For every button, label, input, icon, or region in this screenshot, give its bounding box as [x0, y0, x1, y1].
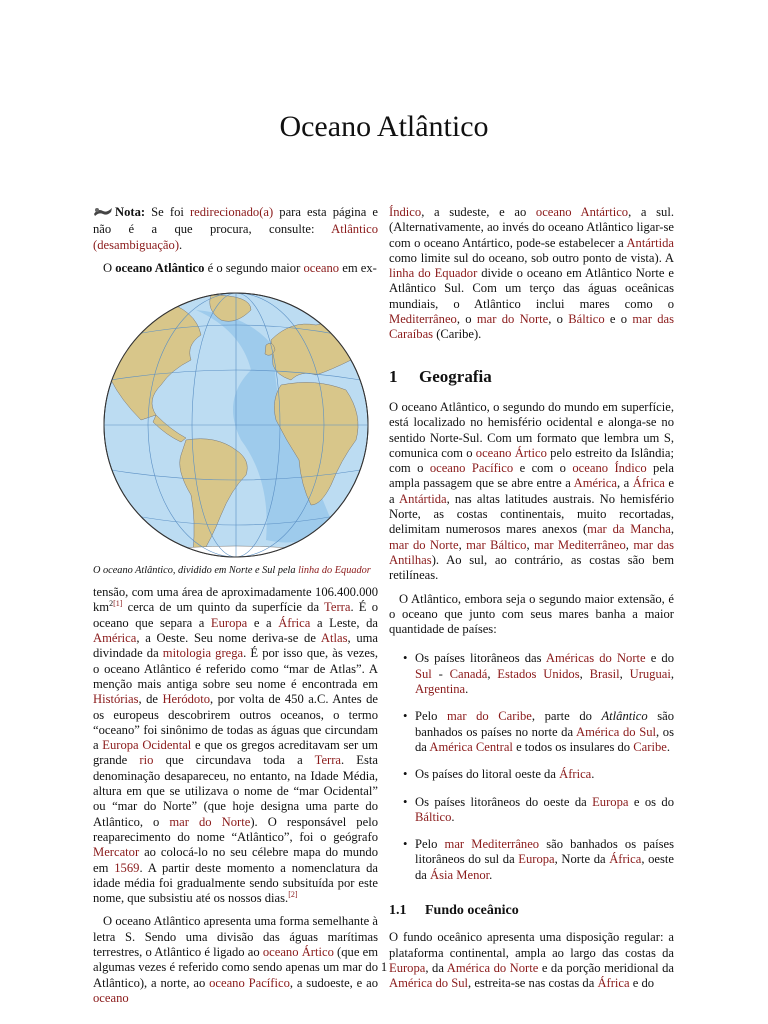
link-estados-unidos[interactable]: Estados Unidos: [497, 666, 580, 681]
ref-1[interactable]: [1]: [113, 599, 123, 609]
link-africa[interactable]: África: [597, 976, 630, 991]
link-antartida[interactable]: Antártida: [626, 235, 674, 250]
link-historias[interactable]: Histórias: [93, 692, 139, 707]
link-europa-ocidental[interactable]: Europa Ocidental: [102, 738, 192, 753]
link-rio[interactable]: rio: [139, 753, 154, 768]
link-oceano-indico[interactable]: oceano Índico: [572, 461, 647, 476]
link-atlantico-desambiguacao[interactable]: Atlântico (desambiguação): [93, 222, 378, 252]
ref-2[interactable]: [2]: [288, 889, 298, 899]
link-mar-do-norte[interactable]: mar do Norte: [169, 814, 251, 829]
link-mar-do-norte[interactable]: mar do Norte: [476, 312, 549, 327]
link-linha-equador[interactable]: linha do Equador: [389, 266, 478, 281]
link-uruguai[interactable]: Uruguai: [629, 666, 671, 681]
link-mar-das-antilhas[interactable]: mar das Antilhas: [389, 537, 675, 567]
body-paragraph: O Atlântico, embora seja o segundo maior extensão, é o oceano que junto com seus mares banha a maior quantidade de países:: [389, 591, 674, 637]
link-oceano-artico[interactable]: oceano Ártico: [262, 945, 334, 960]
link-oceano[interactable]: oceano: [93, 990, 129, 1005]
body-paragraph: O fundo oceânico apresenta uma disposição regular: a plataforma continental, ampla ao largo das costas da Europa, da América do Norte e da porção meridional da América do Sul, estreita-se nas costas da África e do: [389, 930, 675, 991]
link-redirecionado[interactable]: redirecionado(a): [189, 205, 274, 219]
left-column: [93, 205, 378, 1014]
link-mitologia-grega[interactable]: mitologia grega: [162, 646, 244, 661]
link-america-do-sul[interactable]: América do Sul: [576, 724, 657, 739]
link-terra[interactable]: Terra: [324, 600, 351, 615]
body-paragraph: tensão, com uma área de aproximadamente 106.400.000 $km^{2[1]}$ cerca de um quinto da superfície da Terra. É o oceano que separa a Europa e a África a Leste, da América, a Oeste. Seu nome deriva-se de Atlas, uma divindade da mitologia grega. É por isso que, às vezes, o oceano Atlântico é referido como “mar de Atlas”. A menção mais antiga sobre seu nome é encontrada em Histórias, de Heródoto, por volta de 450 a.C. Antes de os europeus descobrirem outros oceanos, o termo “oceano” foi sinônimo de todas as águas que circundam a Europa Ocidental e que os gregos acreditavam ser um grande rio que circundava toda a Terra. Esta denominação desapareceu, no entanto, na Idade Média, altura em que se utilizava o nome de “mar Ocidental” ou “mar do Norte” (que hoje designa uma parte do Atlântico, o mar do Norte). O responsável pelo reaparecimento do nome “Atlântico”, foi o geógrafo Mercator ao colocá-lo no seu célebre mapa do mundo em 1569. A partir deste momento a nomenclatura da idade média foi gradualmente sendo subsituída por este nome, que subsistiu até os nossos dias.[2]: [93, 585, 379, 906]
intro-paragraph: O oceano Atlântico é o segundo maior oceano em ex-: [103, 260, 377, 275]
atlantic-globe-map: [101, 290, 371, 560]
link-americas-do-norte[interactable]: Américas do Norte: [545, 651, 646, 666]
body-paragraph: O oceano Atlântico apresenta uma forma semelhante à letra S. Sendo uma divisão das águas marítimas terrestres, o Atlântico é ligado ao oceano Ártico (que em algumas vezes é referido como sendo apenas um mar do Atlântico), a norte, ao oceano Pacífico, a sudoeste, e ao oceano: [93, 914, 379, 1005]
disambiguation-note: [93, 205, 378, 253]
page-title: Oceano Atlântico: [279, 110, 489, 143]
link-europa[interactable]: Europa: [210, 615, 248, 630]
link-mediterraneo[interactable]: Mediterrâneo: [389, 312, 457, 327]
page-number: 1: [380, 960, 388, 974]
note-text: para esta página e não é a que procura, consulte:: [93, 205, 378, 237]
body-paragraph: Índico, a sudeste, e ao oceano Antártico, a sul. (Alternativamente, ao invés do oceano Atlântico ligar-se com o oceano Antártico, pode-se estabelecer a Antártida como limite sul do oceano, sob outro ponto de vista). A linha do Equador divide o oceano em Atlântico Norte e Atlântico Sul. Com um terço das águas oceânicas mundiais, o Atlântico inclui mares como o Mediterrâneo, o mar do Norte, o Báltico e o mar das Caraíbas (Caribe).: [389, 205, 674, 342]
section-heading-geografia: 1 Geografia: [389, 366, 492, 386]
link-indico[interactable]: Índico: [389, 205, 422, 219]
link-africa[interactable]: África: [278, 615, 311, 630]
link-linha-equador[interactable]: linha do Equador: [298, 565, 371, 577]
link-africa[interactable]: África: [559, 767, 592, 782]
list-item: • Os países litorâneos das Américas do Norte e do Sul - Canadá, Estados Unidos, Brasil, Uruguai, Argentina.: [389, 651, 674, 697]
right-column: [389, 205, 674, 999]
link-america[interactable]: América: [573, 476, 617, 491]
link-america-central[interactable]: América Central: [429, 739, 513, 754]
link-caribe[interactable]: Caribe: [633, 739, 667, 754]
note-text: Se foi: [145, 205, 190, 219]
link-oceano-artico[interactable]: oceano Ártico: [475, 445, 547, 460]
note-icon: [93, 206, 113, 222]
link-mar-do-caribe[interactable]: mar do Caribe: [446, 709, 532, 724]
countries-list: [389, 651, 674, 883]
link-europa[interactable]: Europa: [518, 852, 555, 867]
section-heading-fundo-oceanico: 1.1 Fundo oceânico: [389, 902, 519, 918]
link-mercator[interactable]: Mercator: [93, 845, 140, 860]
list-item: • Pelo mar do Caribe, parte do Atlântico são banhados os países no norte da América do Sul, os da América Central e todos os insulares do Caribe.: [389, 709, 674, 755]
link-terra[interactable]: Terra: [314, 753, 342, 768]
link-africa[interactable]: África: [609, 852, 642, 867]
link-baltico[interactable]: Báltico: [415, 809, 452, 824]
link-mar-mediterraneo[interactable]: mar Mediterrâneo: [533, 537, 626, 552]
list-item: • Os países litorâneos do oeste da Europa e os do Báltico.: [389, 795, 674, 826]
link-oceano-pacifico[interactable]: oceano Pacífico: [209, 975, 290, 990]
link-mar-mediterraneo[interactable]: mar Mediterrâneo: [444, 837, 540, 852]
link-oceano-antartico[interactable]: oceano Antártico: [535, 205, 629, 219]
link-america[interactable]: América: [93, 631, 137, 646]
link-baltico[interactable]: Báltico: [568, 312, 605, 327]
figure-caption: O oceano Atlântico, dividido em Norte e Sul pela linha do Equador: [93, 565, 371, 577]
note-label: Nota:: [115, 205, 146, 219]
link-atlas[interactable]: Atlas: [320, 631, 348, 646]
link-america-do-norte[interactable]: América do Norte: [446, 960, 539, 975]
link-mar-da-mancha[interactable]: mar da Mancha: [587, 522, 671, 537]
link-antartida[interactable]: Antártida: [399, 491, 447, 506]
link-sul[interactable]: Sul: [415, 666, 432, 681]
list-item: • Pelo mar Mediterrâneo são banhados os países litorâneos do sul da Europa, Norte da África, oeste da Ásia Menor.: [389, 837, 674, 883]
link-mar-das-caraibas[interactable]: mar das Caraíbas: [389, 312, 674, 342]
link-brasil[interactable]: Brasil: [589, 666, 620, 681]
link-europa[interactable]: Europa: [389, 960, 426, 975]
link-argentina[interactable]: Argentina: [415, 682, 466, 697]
link-america-do-sul[interactable]: América do Sul: [389, 976, 469, 991]
link-oceano-pacifico[interactable]: oceano Pacífico: [429, 461, 514, 476]
link-oceano[interactable]: oceano: [303, 260, 340, 275]
link-canada[interactable]: Canadá: [449, 666, 488, 681]
link-asia-menor[interactable]: Ásia Menor: [430, 867, 490, 882]
body-paragraph: O oceano Atlântico, o segundo do mundo em superfície, está localizado no hemisfério ocidental e alonga-se no sentido Norte-Sul. Com um formato que lembra um S, comunica com o oceano Ártico pelo estreito da Islândia; com o oceano Pacífico e com o oceano Índico pela ampla passagem que se abre entre a América, a África e a Antártida, nas altas latitudes austrais. No hemisfério Norte, as costas continentais, muito recortadas, delimitam numerosos mares anexos (mar da Mancha, mar do Norte, mar Báltico, mar Mediterrâneo, mar das Antilhas). Ao sul, ao contrário, as costas são bem retilíneas.: [389, 399, 675, 583]
link-1569[interactable]: 1569: [114, 860, 140, 875]
link-mar-baltico[interactable]: mar Báltico: [466, 537, 527, 552]
list-item: • Os países do litoral oeste da África.: [389, 767, 674, 782]
link-herodoto[interactable]: Heródoto: [162, 692, 211, 707]
link-europa[interactable]: Europa: [592, 794, 629, 809]
link-africa[interactable]: África: [632, 476, 665, 491]
link-mar-do-norte[interactable]: mar do Norte: [389, 537, 459, 552]
note-text: .: [179, 237, 183, 252]
globe-figure: [93, 290, 378, 560]
